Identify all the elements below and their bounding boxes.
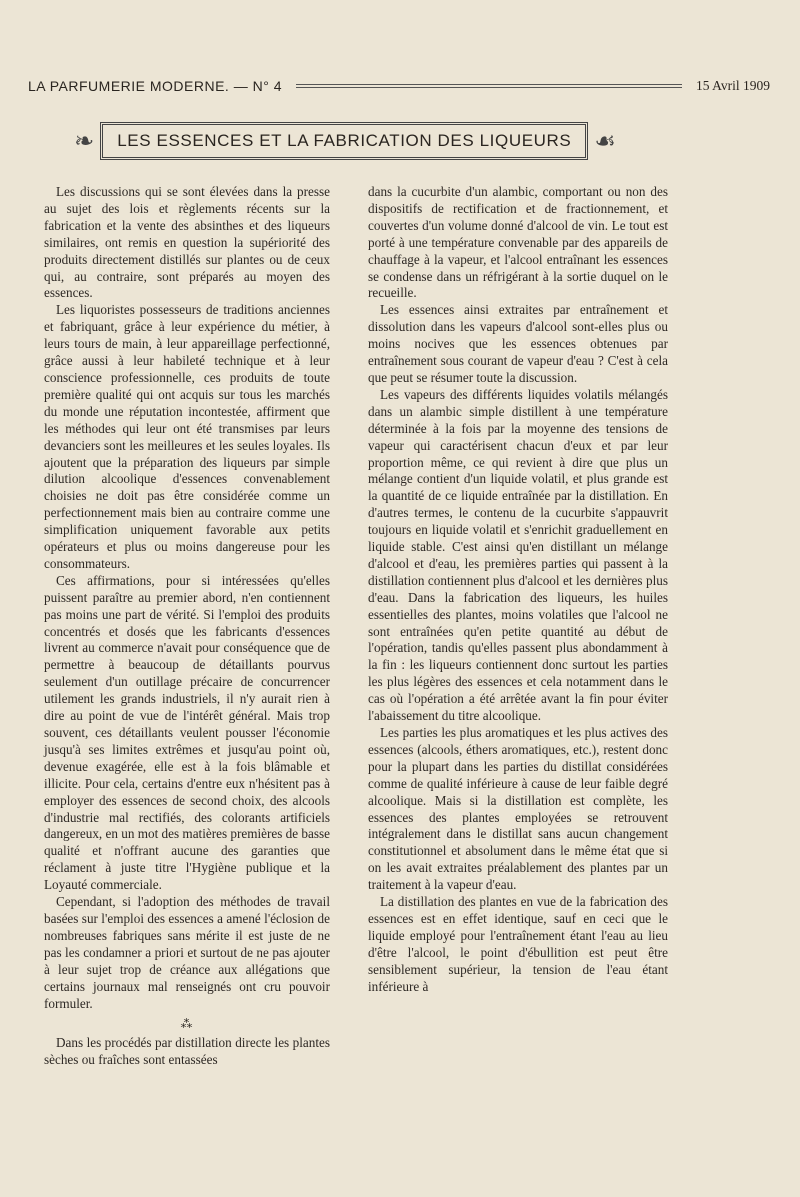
paragraph: Cependant, si l'adoption des méthodes de travail basées sur l'emploi des essences a amené l'éclosion de nombreuses fabriques sans mérite il est juste de ne pas les condamner a priori et surtout de ne pas ajouter à leur sujet trop de créance aux allégations que certains journaux mal renseignés ont cru pouvoir formuler.	[44, 894, 330, 1011]
paragraph: Les essences ainsi extraites par entraînement et dissolution dans les vapeurs d'alcool sont-elles plus ou moins nocives que les essences obtenues par entraînement sous courant de vapeur d'eau ? C'est à cela que peut se résumer toute la discussion.	[368, 302, 668, 385]
paragraph: Les discussions qui se sont élevées dans la presse au sujet des lois et règlements récents sur la fabrication et la vente des absinthes et des liqueurs similaires, ont remis en question la supériorité des produits directement distillés sur plantes ou de ceux qui, au contraire, sont préparés au moyen des essences.	[44, 184, 330, 301]
journal-title: LA PARFUMERIE MODERNE. — N° 4	[28, 78, 282, 94]
left-column	[44, 184, 330, 1069]
header-rule	[296, 84, 682, 88]
paragraph: La distillation des plantes en vue de la fabrication des essences est en effet identique, sauf en ceci que le liquide employé pour l'entraînement étant l'eau au lieu d'être l'alcool, le point d'ébullition est peut être sensiblement supérieur, la tension de l'eau étant inférieure à	[368, 894, 668, 994]
right-column	[368, 184, 668, 996]
paragraph: Les vapeurs des différents liquides volatils mélangés dans un alambic simple distillent à une température déterminée à la fois par la moyenne des tensions de vapeur qui caractérisent chacun d'eux et par leur proportion même, ce qui revient à dire que plus un mélange contient d'un liquide volatil, et plus grande est la quantité de ce liquide entraînée par la distillation. En d'autres termes, le contenu de la cucurbite s'appauvrit toujours en liquide volatil et s'enrichit graduellement en liquide stable. C'est ainsi qu'en distillant un mélange d'alcool et d'eau, les premières parties qui passent à la distillation contiennent plus d'alcool et les dernières plus d'eau. Dans la fabrication des liqueurs, les huiles essentielles des plantes, moins volatiles que l'alcool ne sont entraînées qu'en petite quantité au début de l'opération, tandis qu'elles passent plus abondamment à la fin : les liqueurs contiennent donc surtout les parties les plus légères des essences et cela notamment dans le cas où l'opération a été arrêtée avant la fin pour éviter l'abaissement du titre alcoolique.	[368, 386, 668, 724]
section-divider-asterism: ⁂	[180, 1017, 194, 1032]
issue-date: 15 Avril 1909	[696, 78, 770, 93]
paragraph: Dans les procédés par distillation directe les plantes sèches ou fraîches sont entassées	[44, 1035, 330, 1068]
paragraph: dans la cucurbite d'un alambic, comportant ou non des dispositifs de rectification et de fractionnement, et couvertes d'un volume donné d'alcool de vin. Le tout est porté à une température convenable par des appareils de chauffage à la vapeur, et l'alcool entraînant les essences se condense dans un réfrigérant à la sortie duquel on le recueille.	[368, 184, 668, 301]
article-title-block	[74, 118, 616, 164]
paragraph: Les liquoristes possesseurs de traditions anciennes et fabriquant, grâce à leur expérience du métier, à leurs tours de main, à leur appareillage perfectionné, grâce aussi à leur habileté technique et à leur conscience professionnelle, ces produits de toute première qualité qui ont acquis sur tous les marchés du monde une réputation incontestée, affirment que les méthodes qui leur ont été transmises par leurs devanciers sont les meilleures et les seules loyales. Ils ajoutent que la préparation des liqueurs par simple dilution alcoolique d'essences convenablement choisies ne doit pas être considérée comme un perfectionnement mais bien au contraire comme une simplification uniquement favorable aux petits opérateurs et plus ou moins dangereuse pour les consommateurs.	[44, 302, 330, 571]
paragraph: Les parties les plus aromatiques et les plus actives des essences (alcools, éthers aromatiques, etc.), restent donc pour la plupart dans les parties du distillat considérées comme de qualité inférieure à cause de leur faible degré alcoolique. Mais si la distillation est complète, les essences des plantes employées se retrouvent intégralement dans le distillat sans aucun changement constitutionnel et absolument dans le même état que si on les avait extraites préalablement des plantes par un traitement à la vapeur d'eau.	[368, 725, 668, 893]
article-title: LES ESSENCES ET LA FABRICATION DES LIQUEURS	[100, 122, 588, 160]
running-header	[28, 76, 770, 96]
paragraph: Ces affirmations, pour si intéressées qu'elles puissent paraître au premier abord, n'en contiennent pas moins une part de vérité. Si l'emploi des produits concentrés et dosés que les fabricants d'essences livrent au commerce n'avait pour conséquence que de permettre à beaucoup de détaillants pourvus seulement d'un outillage précaire de concurrencer utilement les grands industriels, il n'y aurait rien à dire au point de vue de l'intérêt général. Mais trop souvent, ces détaillants veulent pousser l'économie jusqu'à ses limites extrêmes et jusqu'au point où, devenue exagérée, elle est à la fois blâmable et illicite. Pour cela, certains d'entre eux n'hésitent pas à employer des essences de second choix, des alcools d'industrie mal rectifiés, des colorants artificiels dangereux, en un mot des matières premières de basse qualité et n'offrant aucune des garanties que réclament à juste titre l'Hygiène publique et la Loyauté commerciale.	[44, 572, 330, 893]
fleuron-left-icon: ❧	[74, 127, 95, 155]
fleuron-right-icon: ☙	[594, 127, 616, 155]
